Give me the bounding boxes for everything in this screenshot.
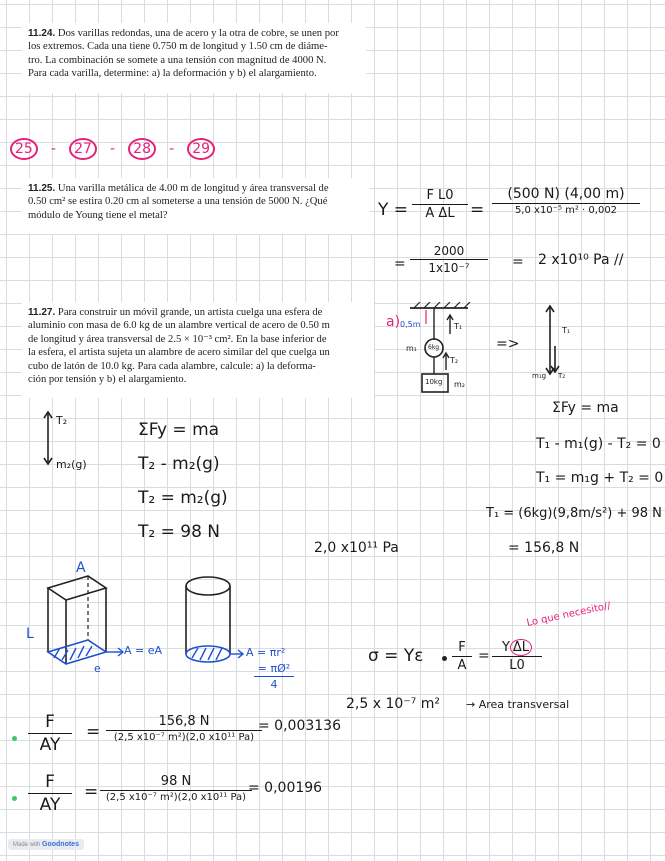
- problem-11-27: 11.27. Para construir un móvil grande, un artista cuelga una esfera de aluminio con masa de 6.0 kg de un alambre vertical de acero de 0.50 m de longitud y área transversal de 2.5 × 10⁻³ cm². En la base inferior de la esfera, el artista sujeta un alambre de acero similar del que cuelga un cubo de latón de 10.0 kg. Para cada alambre, calcule: a) la deforma- ción por tensión y b) el alargamiento.: [22, 302, 374, 398]
- cross-area-label: → Area transversal: [466, 698, 570, 711]
- fbd2-t2-label: T₂: [56, 414, 68, 427]
- young-lhs: Y =: [378, 200, 409, 220]
- prism-sketch: [26, 566, 136, 676]
- right-eq-2: T₁ - m₁(g) - T₂ = 0: [536, 436, 661, 452]
- problem-number: 11.27.: [28, 307, 56, 318]
- calc-2-lhs: F AY: [28, 772, 72, 815]
- bullet-dot: [12, 736, 17, 741]
- young-eq-3: =: [512, 254, 524, 270]
- fbd-t1-label: T₁: [562, 326, 571, 335]
- length-label: 0,5m: [400, 320, 421, 329]
- young-fraction-3: 2000 1x10⁻⁷: [410, 244, 488, 275]
- calc-1-eq: =: [86, 722, 101, 742]
- delta-l-circled: ΔL: [510, 639, 532, 656]
- assigned-28: 28: [128, 138, 156, 160]
- right-eq-3: T₁ = m₁g + T₂ = 0: [536, 470, 664, 486]
- problem-11-24: 11.24. Dos varillas redondas, una de acero y la otra de cobre, se unen por los extremos. Cada una tiene 0.750 m de longitud y 1.50 cm de diáme- tro. La combinación se somete a una tensión con magnitud de 4000 N. Para cada varilla, determine: a) la deformación y b) el alargamiento.: [22, 23, 366, 93]
- prism-base-label: e: [94, 662, 101, 675]
- left-eq-4: T₂ = 98 N: [138, 522, 221, 542]
- part-a-label: a): [386, 314, 401, 330]
- sphere-mass-label: 6kg: [428, 344, 440, 351]
- implies-arrow: =>: [496, 336, 520, 352]
- assigned-problems: 25 - 27 - 28 - 29: [10, 138, 215, 160]
- stress-fraction-right: Y ΔL L0: [492, 640, 542, 673]
- calc-1-rhs: 156,8 N (2,5 x10⁻⁷ m²)(2,0 x10¹¹ Pa): [106, 714, 262, 743]
- assigned-29: 29: [187, 138, 215, 160]
- right-eq-1: ΣFy = ma: [552, 400, 619, 416]
- prism-side-label: L: [26, 626, 34, 642]
- fbd2-m2g-label: m₂(g): [56, 458, 87, 471]
- young-eq: =: [470, 200, 485, 220]
- left-eq-1: ΣFy = ma: [138, 420, 220, 440]
- assigned-25: 25: [10, 138, 38, 160]
- m2-label: m₂: [454, 380, 465, 389]
- assigned-27: 27: [69, 138, 97, 160]
- goodnotes-badge: Made with Goodnotes: [8, 839, 84, 850]
- calc-1-lhs: F AY: [28, 712, 72, 755]
- fbd-t2-label: T₂: [558, 372, 566, 380]
- stress-fraction-left: F A: [452, 640, 472, 673]
- young-fraction-2: (500 N) (4,00 m) 5,0 x10⁻⁵ m² · 0,002: [492, 186, 640, 216]
- bullet-dot: [442, 656, 447, 661]
- young-fraction-1: F L0 A ΔL: [412, 188, 468, 221]
- box-mass-label: 10kg: [425, 378, 443, 386]
- problem-number: 11.24.: [28, 28, 56, 39]
- cross-area-value: 2,5 x 10⁻⁷ m²: [346, 696, 440, 712]
- young-result: 2 x10¹⁰ Pa //: [538, 252, 624, 268]
- t1-label: T₁: [454, 322, 463, 331]
- right-eq-5: = 156,8 N: [508, 540, 580, 556]
- calc-2-eq: =: [84, 782, 99, 802]
- t2-label: T₂: [450, 356, 459, 365]
- prism-top-label: A: [76, 560, 86, 576]
- left-eq-3: T₂ = m₂(g): [138, 488, 228, 508]
- calc-1-result: = 0,003136: [258, 718, 341, 734]
- cylinder-area-2: = πØ² 4: [254, 662, 294, 691]
- stress-eq: =: [478, 648, 490, 664]
- prism-area-arrow: A = eA: [124, 644, 163, 657]
- needed-note: Lo que necesito//: [525, 600, 612, 629]
- fbd-m1g-label: m₁g: [532, 372, 547, 380]
- problem-number: 11.25.: [28, 183, 56, 194]
- problem-11-25: 11.25. Una varilla metálica de 4.00 m de longitud y área transversal de 0.50 cm² se estira 0.20 cm al someterse a una tensión de 5000 N. ¿Qué módulo de Young tiene el metal?: [22, 178, 370, 234]
- stress-sigma: σ = Yε: [368, 646, 424, 666]
- bullet-dot: [12, 796, 17, 801]
- free-body-diagram-1: [530, 302, 580, 382]
- cylinder-area-1: A = πr²: [246, 646, 286, 659]
- young-eq-2: =: [394, 256, 406, 272]
- calc-2-result: = 0,00196: [248, 780, 323, 796]
- left-eq-2: T₂ - m₂(g): [138, 454, 220, 474]
- calc-2-rhs: 98 N (2,5 x10⁻⁷ m²)(2,0 x10¹¹ Pa): [100, 774, 252, 803]
- m1-label: m₁: [406, 344, 417, 353]
- cylinder-sketch: [176, 570, 266, 680]
- right-eq-4: T₁ = (6kg)(9,8m/s²) + 98 N: [486, 506, 662, 521]
- steel-modulus: 2,0 x10¹¹ Pa: [314, 540, 399, 556]
